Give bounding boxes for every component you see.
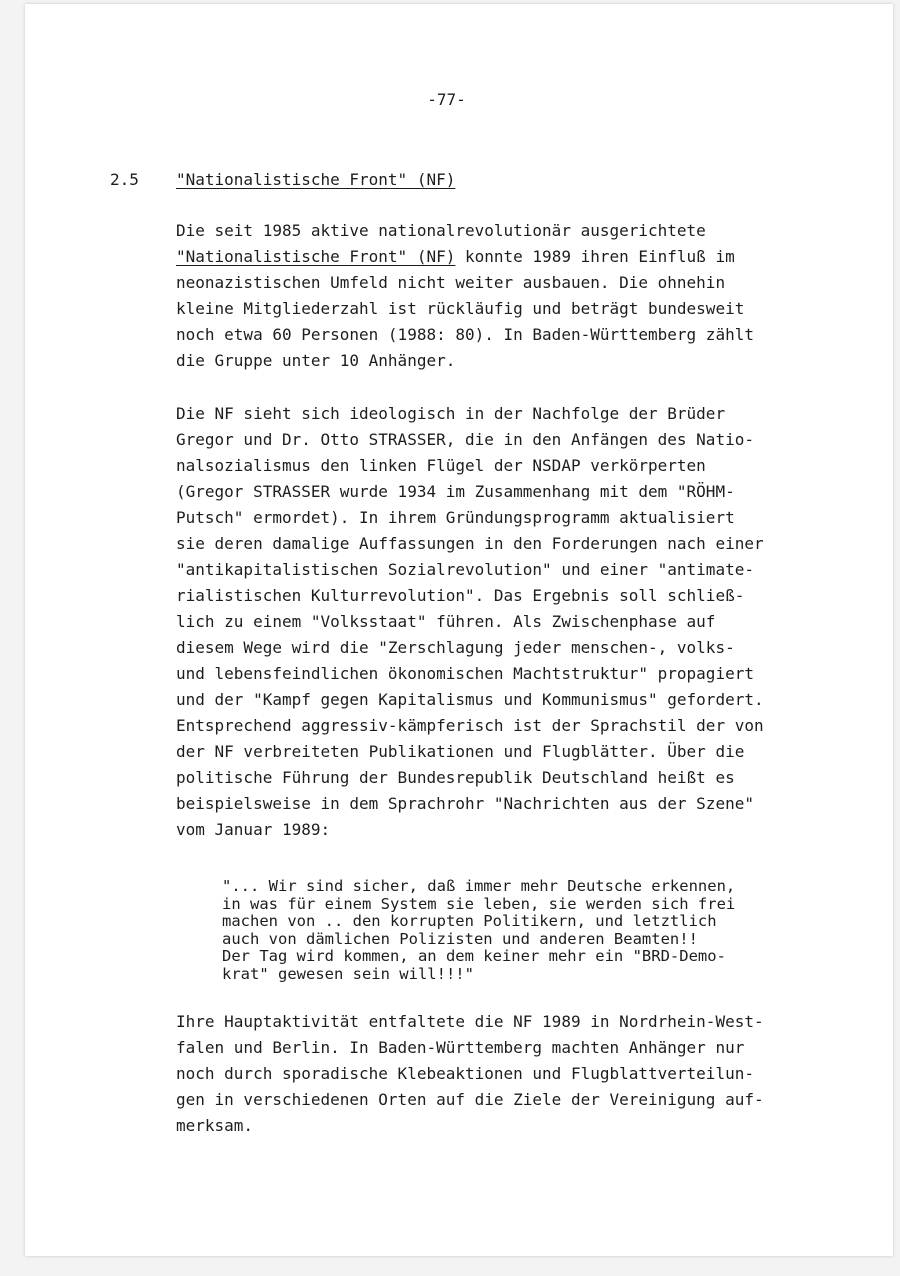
paragraph-line: Gregor und Dr. Otto STRASSER, die in den Anfängen des Natio- xyxy=(176,430,754,449)
paragraph-line: Putsch" ermordet). In ihrem Gründungsprogramm aktualisiert xyxy=(176,508,735,527)
paragraph-line: (Gregor STRASSER wurde 1934 im Zusammenhang mit dem "RÖHM- xyxy=(176,482,735,501)
paragraph-line: "antikapitalistischen Sozialrevolution" und einer "antimate- xyxy=(176,560,754,579)
paragraph-line: und lebensfeindlichen ökonomischen Machtstruktur" propagiert xyxy=(176,664,754,683)
paragraph-line: merksam. xyxy=(176,1116,254,1135)
quote-line: Der Tag wird kommen, an dem keiner mehr ein "BRD-Demo- xyxy=(222,947,726,966)
underlined-org-name: "Nationalistische Front" (NF) xyxy=(176,247,456,266)
page-number: -77- xyxy=(427,90,466,109)
block-quote xyxy=(222,878,842,984)
paragraph-line: der NF verbreiteten Publikationen und Flugblätter. Über die xyxy=(176,742,745,761)
paragraph-line: vom Januar 1989: xyxy=(176,820,331,839)
quote-line: auch von dämlichen Polizisten und anderen Beamten!! xyxy=(222,929,698,948)
paragraph-line: Die NF sieht sich ideologisch in der Nachfolge der Brüder xyxy=(176,404,726,423)
paragraph-line: Die seit 1985 aktive nationalrevolutionär ausgerichtete xyxy=(176,221,706,240)
paragraph-line: neonazistischen Umfeld nicht weiter ausbauen. Die ohnehin xyxy=(176,273,726,292)
paragraph-line: sie deren damalige Auffassungen in den Forderungen nach einer xyxy=(176,534,764,553)
paragraph-ideology xyxy=(176,401,856,843)
paragraph-line: gen in verschiedenen Orten auf die Ziele der Vereinigung auf- xyxy=(176,1090,764,1109)
section-title: "Nationalistische Front" (NF) xyxy=(176,170,456,189)
paragraph-line: noch durch sporadische Klebeaktionen und Flugblattverteilun- xyxy=(176,1064,754,1083)
paragraph-intro xyxy=(176,218,856,374)
paragraph-line: und der "Kampf gegen Kapitalismus und Kommunismus" gefordert. xyxy=(176,690,764,709)
paragraph-line: diesem Wege wird die "Zerschlagung jeder menschen-, volks- xyxy=(176,638,735,657)
paragraph-line: Ihre Hauptaktivität entfaltete die NF 1989 in Nordrhein-West- xyxy=(176,1012,764,1031)
paragraph-line: politische Führung der Bundesrepublik Deutschland heißt es xyxy=(176,768,735,787)
paragraph-line: falen und Berlin. In Baden-Württemberg machten Anhänger nur xyxy=(176,1038,745,1057)
paragraph-line: nalsozialismus den linken Flügel der NSDAP verkörperten xyxy=(176,456,706,475)
paragraph-line: die Gruppe unter 10 Anhänger. xyxy=(176,351,456,370)
paragraph-line: lich zu einem "Volksstaat" führen. Als Zwischenphase auf xyxy=(176,612,716,631)
paragraph-line: beispielsweise in dem Sprachrohr "Nachrichten aus der Szene" xyxy=(176,794,754,813)
paragraph-activity xyxy=(176,1009,856,1139)
quote-line: in was für einem System sie leben, sie werden sich frei xyxy=(222,894,736,913)
paragraph-line-rest: konnte 1989 ihren Einfluß im xyxy=(455,247,735,266)
paragraph-line: noch etwa 60 Personen (1988: 80). In Baden-Württemberg zählt xyxy=(176,325,754,344)
paragraph-line: kleine Mitgliederzahl ist rückläufig und beträgt bundesweit xyxy=(176,299,745,318)
section-number: 2.5 xyxy=(110,170,139,189)
paragraph-line: rialistischen Kulturrevolution". Das Ergebnis soll schließ- xyxy=(176,586,745,605)
quote-line: "... Wir sind sicher, daß immer mehr Deutsche erkennen, xyxy=(222,877,736,895)
paragraph-line: Entsprechend aggressiv-kämpferisch ist der Sprachstil der von xyxy=(176,716,764,735)
quote-line: machen von .. den korrupten Politikern, und letztlich xyxy=(222,912,717,931)
quote-line: krat" gewesen sein will!!!" xyxy=(222,964,474,983)
paragraph-line xyxy=(176,244,856,270)
